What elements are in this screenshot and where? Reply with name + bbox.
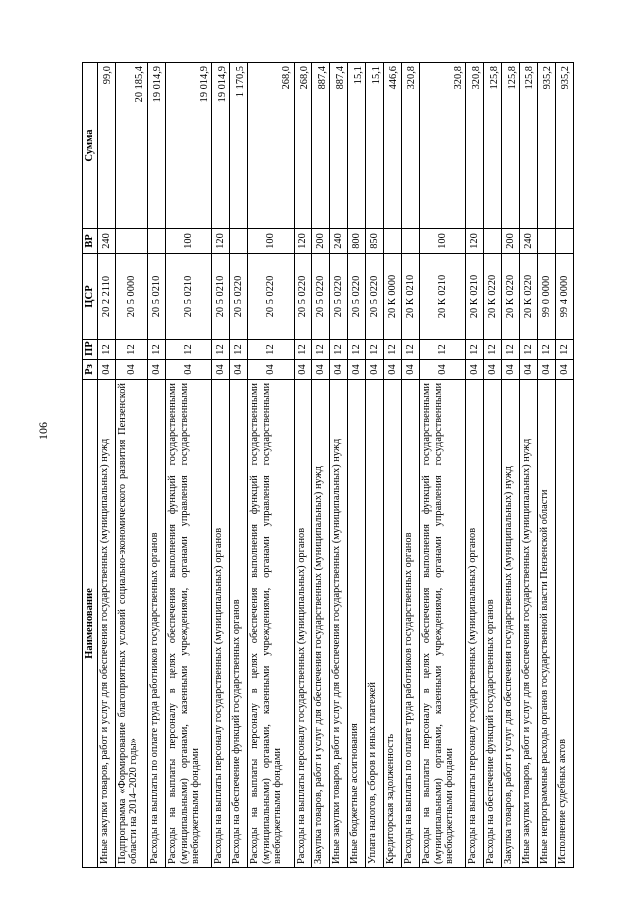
cell-pr: 12 [556,340,574,360]
cell-vr: 800 [348,229,366,254]
cell-name: Иные непрограммные расходы органов государственной власти Пензенской области [538,380,556,868]
cell-pr: 12 [466,340,484,360]
cell-vr [384,229,402,254]
rotated-table-container [82,63,574,868]
cell-vr [556,229,574,254]
table-row [312,63,330,868]
cell-pr: 12 [165,340,211,360]
table-row [212,63,230,868]
cell-csr: 20 5 0210 [212,254,230,340]
cell-pr: 12 [420,340,466,360]
cell-sum: 1 170,5 [230,63,248,229]
table-row [348,63,366,868]
cell-rz: 04 [502,360,520,380]
cell-pr: 12 [212,340,230,360]
cell-sum: 15,1 [366,63,384,229]
cell-vr [538,229,556,254]
cell-name: Уплата налогов, сборов и иных платежей [366,380,384,868]
table-row [520,63,538,868]
cell-name: Расходы на обеспечение функций государственных органов [484,380,502,868]
cell-name: Закупка товаров, работ и услуг для обеспечения государственных (муниципальных) нужд [502,380,520,868]
header-csr: ЦСР [83,254,98,340]
header-name: Наименование [83,380,98,868]
cell-pr: 12 [484,340,502,360]
cell-sum: 20 185,4 [115,63,147,229]
cell-sum: 125,8 [520,63,538,229]
cell-sum: 19 014,9 [165,63,211,229]
table-header-row [83,63,98,868]
cell-vr [230,229,248,254]
cell-rz: 04 [384,360,402,380]
cell-rz: 04 [97,360,115,380]
cell-pr: 12 [538,340,556,360]
cell-sum: 125,8 [484,63,502,229]
cell-sum: 19 014,9 [147,63,165,229]
cell-sum: 935,2 [538,63,556,229]
cell-pr: 12 [97,340,115,360]
table-row [366,63,384,868]
cell-name: Расходы на выплаты персоналу в целях обеспечения выполнения функций государственными (муниципальными) органами, казенными учреждениями, органами управления государственными внебюджетными фондами [420,380,466,868]
cell-name: Иные бюджетные ассигнования [348,380,366,868]
cell-name: Исполнение судебных актов [556,380,574,868]
cell-vr: 240 [520,229,538,254]
table-row [165,63,211,868]
cell-rz: 04 [115,360,147,380]
cell-csr: 20 К 0210 [420,254,466,340]
cell-pr: 12 [248,340,294,360]
cell-name: Расходы на выплаты персоналу государственных (муниципальных) органов [294,380,312,868]
cell-pr: 12 [520,340,538,360]
cell-rz: 04 [402,360,420,380]
cell-vr: 120 [294,229,312,254]
cell-rz: 04 [212,360,230,380]
cell-rz: 04 [248,360,294,380]
cell-pr: 12 [402,340,420,360]
table-row [97,63,115,868]
cell-rz: 04 [348,360,366,380]
cell-rz: 04 [294,360,312,380]
cell-csr: 99 0 0000 [538,254,556,340]
cell-rz: 04 [312,360,330,380]
table-row [248,63,294,868]
table-row [466,63,484,868]
cell-vr: 200 [312,229,330,254]
cell-sum: 320,8 [466,63,484,229]
cell-rz: 04 [366,360,384,380]
cell-name: Расходы на выплаты по оплате труда работников государственных органов [402,380,420,868]
cell-rz: 04 [420,360,466,380]
cell-pr: 12 [384,340,402,360]
cell-vr: 850 [366,229,384,254]
cell-vr: 100 [420,229,466,254]
cell-csr: 20 5 0220 [312,254,330,340]
table-row [147,63,165,868]
cell-sum: 19 014,9 [212,63,230,229]
cell-vr: 240 [97,229,115,254]
cell-name: Закупка товаров, работ и услуг для обеспечения государственных (муниципальных) нужд [312,380,330,868]
cell-vr: 100 [248,229,294,254]
cell-name: Иные закупки товаров, работ и услуг для обеспечения государственных (муниципальных) нужд [97,380,115,868]
cell-csr: 20 5 0220 [248,254,294,340]
cell-sum: 320,8 [402,63,420,229]
cell-pr: 12 [115,340,147,360]
header-rz: Рз [83,360,98,380]
cell-vr: 240 [330,229,348,254]
cell-csr: 20 К 0220 [502,254,520,340]
cell-pr: 12 [312,340,330,360]
table-row [115,63,147,868]
cell-rz: 04 [556,360,574,380]
cell-pr: 12 [348,340,366,360]
cell-sum: 15,1 [348,63,366,229]
cell-csr: 20 5 0220 [230,254,248,340]
cell-vr: 120 [466,229,484,254]
cell-vr [402,229,420,254]
table-row [484,63,502,868]
cell-csr: 20 К 0000 [384,254,402,340]
cell-rz: 04 [484,360,502,380]
cell-pr: 12 [294,340,312,360]
table-row [556,63,574,868]
table-row [420,63,466,868]
cell-csr: 20 К 0220 [484,254,502,340]
header-pr: ПР [83,340,98,360]
cell-rz: 04 [230,360,248,380]
table-row [294,63,312,868]
cell-vr [147,229,165,254]
table-row [230,63,248,868]
cell-pr: 12 [330,340,348,360]
cell-name: Расходы на выплаты персоналу в целях обеспечения выполнения функций государственными (муниципальными) органами, казенными учреждениями, органами управления государственными внебюджетными фондами [248,380,294,868]
cell-name: Расходы на обеспечение функций государственных органов [230,380,248,868]
cell-vr [484,229,502,254]
cell-vr: 200 [502,229,520,254]
page-number: 106 [36,422,50,440]
cell-sum: 268,0 [248,63,294,229]
cell-pr: 12 [366,340,384,360]
cell-pr: 12 [502,340,520,360]
table-row [502,63,520,868]
cell-rz: 04 [520,360,538,380]
cell-csr: 20 К 0210 [466,254,484,340]
cell-vr [115,229,147,254]
cell-csr: 20 5 0220 [366,254,384,340]
table-row [330,63,348,868]
cell-sum: 446,6 [384,63,402,229]
cell-rz: 04 [165,360,211,380]
header-vr: ВР [83,229,98,254]
table-body [97,63,573,868]
cell-rz: 04 [466,360,484,380]
cell-vr: 100 [165,229,211,254]
cell-pr: 12 [147,340,165,360]
cell-name: Кредиторская задолженность [384,380,402,868]
cell-csr: 20 5 0210 [147,254,165,340]
cell-sum: 320,8 [420,63,466,229]
cell-name: Иные закупки товаров, работ и услуг для обеспечения государственных (муниципальных) нужд [520,380,538,868]
cell-sum: 887,4 [312,63,330,229]
cell-csr: 20 5 0220 [294,254,312,340]
cell-name: Расходы на выплаты персоналу государственных (муниципальных) органов [466,380,484,868]
cell-csr: 20 К 0220 [520,254,538,340]
cell-csr: 99 4 0000 [556,254,574,340]
cell-name: Расходы на выплаты персоналу в целях обеспечения выполнения функций государственными (муниципальными) органами, казенными учреждениями, органами управления государственными внебюджетными фондами [165,380,211,868]
cell-sum: 268,0 [294,63,312,229]
cell-sum: 99,0 [97,63,115,229]
cell-name: Расходы на выплаты персоналу государственных (муниципальных) органов [212,380,230,868]
table-row [402,63,420,868]
cell-csr: 20 5 0210 [165,254,211,340]
header-sum: Сумма [83,63,98,229]
budget-table [82,62,574,868]
cell-rz: 04 [147,360,165,380]
table-row [384,63,402,868]
cell-sum: 935,2 [556,63,574,229]
cell-pr: 12 [230,340,248,360]
cell-csr: 20 5 0220 [348,254,366,340]
cell-name: Иные закупки товаров, работ и услуг для обеспечения государственных (муниципальных) нужд [330,380,348,868]
table-row [538,63,556,868]
cell-rz: 04 [538,360,556,380]
cell-sum: 887,4 [330,63,348,229]
cell-name: Подпрограмма «Формирование благоприятных условий социально-экономического развития Пензенской области на 2014–2020 годы» [115,380,147,868]
cell-name: Расходы на выплаты по оплате труда работников государственных органов [147,380,165,868]
cell-csr: 20 5 0000 [115,254,147,340]
cell-csr: 20 5 0220 [330,254,348,340]
cell-vr: 120 [212,229,230,254]
cell-csr: 20 2 2110 [97,254,115,340]
cell-csr: 20 К 0210 [402,254,420,340]
cell-sum: 125,8 [502,63,520,229]
cell-rz: 04 [330,360,348,380]
